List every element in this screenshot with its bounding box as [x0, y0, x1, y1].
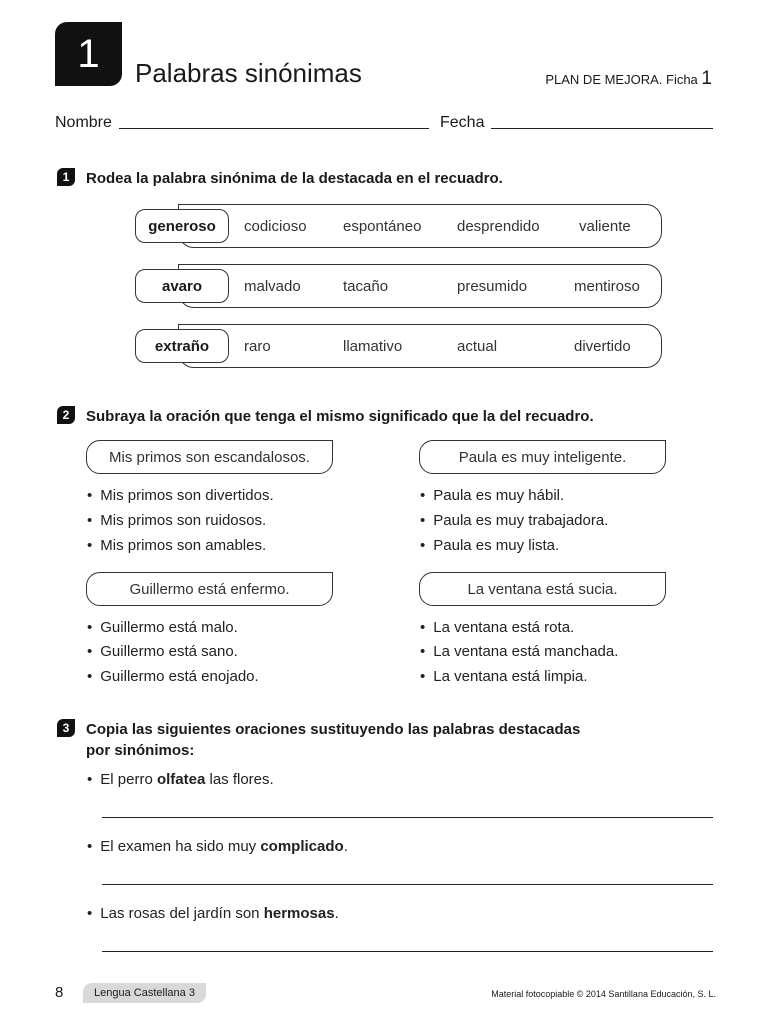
date-label: Fecha: [440, 114, 485, 131]
word-option[interactable]: codicioso: [244, 218, 307, 235]
sentence-option[interactable]: • La ventana está rota.: [420, 619, 574, 636]
highlighted-word: complicado: [260, 838, 344, 855]
exercise-2-badge: 2: [57, 406, 75, 424]
sentence-option[interactable]: • La ventana está manchada.: [420, 643, 618, 660]
sentence-option[interactable]: • Paula es muy hábil.: [420, 487, 564, 504]
word-option[interactable]: divertido: [574, 338, 631, 355]
word-option[interactable]: valiente: [579, 218, 631, 235]
sentence-option[interactable]: • Mis primos son ruidosos.: [87, 512, 266, 529]
word-option[interactable]: llamativo: [343, 338, 403, 355]
answer-line[interactable]: [102, 884, 713, 885]
name-field[interactable]: [119, 128, 429, 129]
key-word-1: generoso: [135, 209, 229, 243]
word-option[interactable]: raro: [244, 338, 271, 355]
word-option[interactable]: tacaño: [343, 278, 389, 295]
ficha-text: PLAN DE MEJORA. Ficha: [545, 72, 698, 87]
exercise-3-instruction: [86, 719, 580, 761]
key-word-2: avaro: [135, 269, 229, 303]
word-option[interactable]: desprendido: [457, 218, 540, 235]
sentence-box: Guillermo está enfermo.: [86, 572, 333, 606]
sentence-box: Mis primos son escandalosos.: [86, 440, 333, 474]
word-option[interactable]: presumido: [457, 278, 528, 295]
copy-sentence: [87, 905, 339, 922]
sentence-box: Paula es muy inteligente.: [419, 440, 666, 474]
copy-sentence: [87, 838, 348, 855]
highlighted-word: hermosas: [263, 905, 335, 922]
exercise-2-instruction: Subraya la oración que tenga el mismo significado que la del recuadro.: [86, 408, 594, 425]
exercise-1-badge: 1: [57, 168, 75, 186]
sentence-text: El perro: [100, 771, 157, 788]
sentence-text: El examen ha sido muy: [100, 838, 261, 855]
copyright-note: Material fotocopiable © 2014 Santillana Educación, S. L.: [491, 989, 716, 999]
copy-sentence: [87, 771, 274, 788]
exercise-3-instruction-line2: por sinónimos:: [86, 742, 195, 759]
unit-number: 1: [77, 31, 100, 76]
answer-line[interactable]: [102, 817, 713, 818]
sentence-text: .: [334, 905, 339, 922]
sentence-text: .: [343, 838, 348, 855]
sentence-option[interactable]: • Guillermo está sano.: [87, 643, 238, 660]
page-title: Palabras sinónimas: [135, 58, 362, 88]
word-option[interactable]: mentiroso: [574, 278, 640, 295]
word-option[interactable]: malvado: [244, 278, 301, 295]
word-option[interactable]: espontáneo: [343, 218, 422, 235]
sentence-option[interactable]: • La ventana está limpia.: [420, 668, 588, 685]
sentence-text: las flores.: [205, 771, 274, 788]
subject-tab: Lengua Castellana 3: [83, 983, 206, 1003]
key-word-3: extraño: [135, 329, 229, 363]
date-field[interactable]: [491, 128, 713, 129]
exercise-3-instruction-line1: Copia las siguientes oraciones sustituyendo las palabras destacadas: [86, 721, 581, 738]
name-label: Nombre: [55, 114, 112, 131]
sentence-option[interactable]: • Paula es muy trabajadora.: [420, 512, 608, 529]
sentence-option[interactable]: • Guillermo está malo.: [87, 619, 238, 636]
unit-number-badge: [55, 22, 122, 86]
sentence-box: La ventana está sucia.: [419, 572, 666, 606]
sentence-option[interactable]: • Guillermo está enojado.: [87, 668, 259, 685]
sentence-option[interactable]: • Mis primos son divertidos.: [87, 487, 274, 504]
ficha-number: 1: [701, 68, 712, 89]
page-number: 8: [55, 984, 64, 1001]
sentence-text: Las rosas del jardín son: [100, 905, 264, 922]
sentence-option[interactable]: • Paula es muy lista.: [420, 537, 559, 554]
ficha-label: [545, 68, 712, 90]
sentence-option[interactable]: • Mis primos son amables.: [87, 537, 266, 554]
answer-line[interactable]: [102, 951, 713, 952]
exercise-3-badge: 3: [57, 719, 75, 737]
exercise-1-instruction: Rodea la palabra sinónima de la destacada en el recuadro.: [86, 170, 503, 187]
name-date-row: [55, 114, 713, 138]
word-option[interactable]: actual: [457, 338, 498, 355]
highlighted-word: olfatea: [156, 771, 206, 788]
